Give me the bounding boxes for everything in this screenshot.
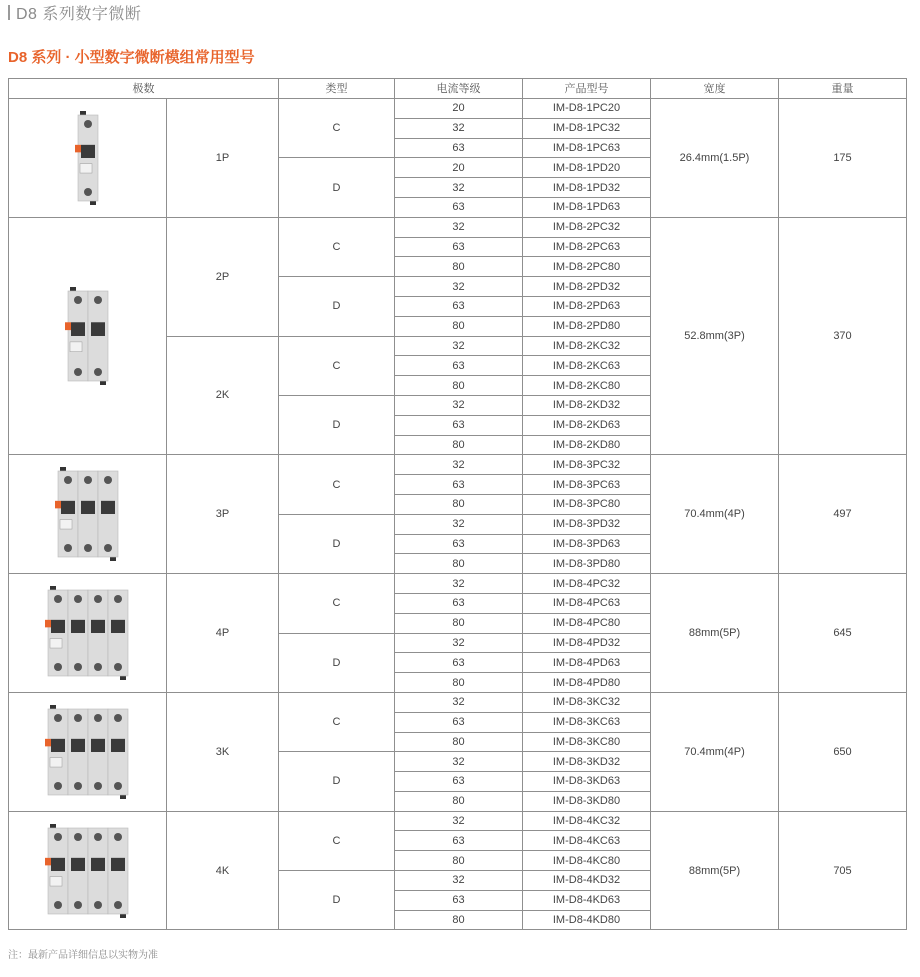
current-cell: 80 [395,376,523,396]
current-cell: 80 [395,435,523,455]
page-header-title: D8 系列数字微断 [16,5,142,23]
footnote: 注：最新产品详细信息以实物为准 [8,950,158,961]
current-cell: 32 [395,871,523,891]
current-cell: 32 [395,118,523,138]
model-cell: IM-D8-2PD80 [523,316,651,336]
type-cell: D [279,514,395,573]
model-cell: IM-D8-3KD80 [523,791,651,811]
model-cell: IM-D8-1PC20 [523,99,651,119]
current-cell: 32 [395,178,523,198]
width-cell: 70.4mm(4P) [651,455,779,574]
current-cell: 80 [395,613,523,633]
model-cell: IM-D8-4PD80 [523,673,651,693]
header-type: 类型 [279,79,395,99]
width-cell: 26.4mm(1.5P) [651,99,779,218]
model-cell: IM-D8-2PC80 [523,257,651,277]
model-cell: IM-D8-3PD80 [523,554,651,574]
pole-cell: 3K [167,692,279,811]
width-cell: 88mm(5P) [651,811,779,930]
current-cell: 32 [395,455,523,475]
header-accent-bar [8,5,10,20]
model-cell: IM-D8-4PD32 [523,633,651,653]
model-cell: IM-D8-3KD63 [523,772,651,792]
model-cell: IM-D8-2KC80 [523,376,651,396]
breaker-4p-icon [9,574,167,693]
current-cell: 32 [395,217,523,237]
type-cell: D [279,158,395,217]
model-cell: IM-D8-4PC80 [523,613,651,633]
breaker-4k-icon [9,811,167,930]
model-cell: IM-D8-3PD32 [523,514,651,534]
weight-cell: 645 [779,574,907,693]
model-cell: IM-D8-4KD80 [523,910,651,930]
type-cell: D [279,395,395,454]
model-cell: IM-D8-3KC63 [523,712,651,732]
weight-cell: 705 [779,811,907,930]
current-cell: 20 [395,158,523,178]
current-cell: 80 [395,554,523,574]
header-weight: 重量 [779,79,907,99]
type-cell: D [279,871,395,930]
model-cell: IM-D8-2KD63 [523,415,651,435]
weight-cell: 175 [779,99,907,218]
breaker-1p-icon [9,99,167,218]
model-cell: IM-D8-4KD63 [523,890,651,910]
current-cell: 32 [395,692,523,712]
current-cell: 63 [395,890,523,910]
model-cell: IM-D8-4KD32 [523,871,651,891]
table-row [9,574,907,594]
type-cell: D [279,277,395,336]
current-cell: 32 [395,277,523,297]
type-cell: C [279,336,395,395]
current-cell: 80 [395,791,523,811]
current-cell: 80 [395,316,523,336]
pole-cell: 2P [167,217,279,336]
pole-cell: 2K [167,336,279,455]
pole-cell: 4P [167,574,279,693]
current-cell: 32 [395,336,523,356]
table-row [9,455,907,475]
pole-cell: 4K [167,811,279,930]
table-header-row [9,79,907,99]
type-cell: D [279,752,395,811]
model-cell: IM-D8-2PC32 [523,217,651,237]
table-row [9,811,907,831]
model-cell: IM-D8-4KC32 [523,811,651,831]
model-cell: IM-D8-1PD20 [523,158,651,178]
model-cell: IM-D8-4KC80 [523,851,651,871]
current-cell: 63 [395,831,523,851]
current-cell: 32 [395,752,523,772]
header-width: 宽度 [651,79,779,99]
weight-cell: 497 [779,455,907,574]
current-cell: 32 [395,514,523,534]
table-row [9,692,907,712]
header-pole: 极数 [9,79,279,99]
model-cell: IM-D8-4PC32 [523,574,651,594]
breaker-2p-icon [9,217,167,455]
model-cell: IM-D8-3KC80 [523,732,651,752]
current-cell: 32 [395,633,523,653]
current-cell: 63 [395,356,523,376]
model-cell: IM-D8-2KD32 [523,395,651,415]
current-cell: 63 [395,197,523,217]
model-table [8,78,907,930]
model-cell: IM-D8-3PC63 [523,475,651,495]
model-cell: IM-D8-3PC80 [523,494,651,514]
current-cell: 80 [395,851,523,871]
type-cell: C [279,99,395,158]
model-cell: IM-D8-3KC32 [523,692,651,712]
current-cell: 63 [395,296,523,316]
table-row [9,217,907,237]
current-cell: 63 [395,237,523,257]
current-cell: 63 [395,653,523,673]
model-cell: IM-D8-4PD63 [523,653,651,673]
model-cell: IM-D8-1PD32 [523,178,651,198]
breaker-3p-icon [9,455,167,574]
current-cell: 80 [395,257,523,277]
table-row [9,99,907,119]
model-cell: IM-D8-2KC63 [523,356,651,376]
model-cell: IM-D8-4PC63 [523,593,651,613]
type-cell: D [279,633,395,692]
model-cell: IM-D8-3KD32 [523,752,651,772]
current-cell: 32 [395,574,523,594]
current-cell: 63 [395,712,523,732]
model-cell: IM-D8-4KC63 [523,831,651,851]
type-cell: C [279,217,395,276]
current-cell: 63 [395,138,523,158]
current-cell: 20 [395,99,523,119]
section-title: D8 系列 · 小型数字微断模组常用型号 [8,49,255,66]
header-current: 电流等级 [395,79,523,99]
model-cell: IM-D8-1PC63 [523,138,651,158]
model-cell: IM-D8-2PD63 [523,296,651,316]
current-cell: 63 [395,475,523,495]
page-header [8,0,141,24]
pole-cell: 1P [167,99,279,218]
width-cell: 52.8mm(3P) [651,217,779,455]
current-cell: 63 [395,593,523,613]
type-cell: C [279,811,395,870]
model-cell: IM-D8-1PD63 [523,197,651,217]
model-cell: IM-D8-2PD32 [523,277,651,297]
type-cell: C [279,692,395,751]
type-cell: C [279,574,395,633]
breaker-3k-icon [9,692,167,811]
current-cell: 80 [395,732,523,752]
model-cell: IM-D8-2KC32 [523,336,651,356]
model-cell: IM-D8-3PD63 [523,534,651,554]
weight-cell: 650 [779,692,907,811]
width-cell: 70.4mm(4P) [651,692,779,811]
width-cell: 88mm(5P) [651,574,779,693]
model-cell: IM-D8-2KD80 [523,435,651,455]
current-cell: 80 [395,673,523,693]
model-cell: IM-D8-3PC32 [523,455,651,475]
model-cell: IM-D8-1PC32 [523,118,651,138]
current-cell: 63 [395,415,523,435]
current-cell: 80 [395,910,523,930]
model-cell: IM-D8-2PC63 [523,237,651,257]
current-cell: 63 [395,772,523,792]
type-cell: C [279,455,395,514]
weight-cell: 370 [779,217,907,455]
current-cell: 80 [395,494,523,514]
pole-cell: 3P [167,455,279,574]
header-model: 产品型号 [523,79,651,99]
current-cell: 32 [395,811,523,831]
current-cell: 32 [395,395,523,415]
current-cell: 63 [395,534,523,554]
